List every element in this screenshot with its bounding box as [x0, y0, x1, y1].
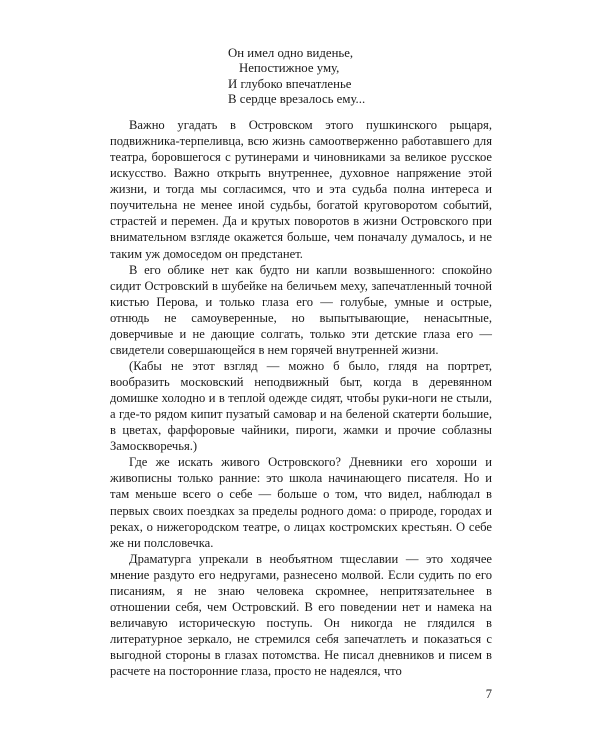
epigraph-line: И глубоко впечатленье	[228, 76, 352, 91]
epigraph-line: В сердце врезалось ему...	[228, 91, 366, 106]
page-number: 7	[485, 687, 492, 701]
epigraph-line: Непостижное уму,	[239, 61, 340, 76]
paragraph: (Кабы не этот взгляд — можно б было, глядя на портрет, вообразить московский неподвижный быт, когда в деревянном домишке холодно и в теплой одежде сидят, чтобы руки-ноги не стыли, а где-то рядом кипит пузатый самовар и на беленой скатерти большие, в цветах, фарфоровые чайники, пироги, жамки и прочие соблазны Замоскворечья.)	[110, 358, 492, 454]
epigraph-line: Он имел одно виденье,	[228, 46, 354, 60]
paragraph: В его облике нет как будто ни капли возвышенного: спокойно сидит Островский в шубейке на беличьем меху, запечатленный точной кистью Перова, и только глаза его — голубые, умные и острые, отнюдь не самоуверенные, но выпытывающие, ненасытные, доверчивые и не дающие солгать, только эти детские глаза его — свидетели совершающейся в нем горячей внутренней жизни.	[110, 262, 492, 357]
epigraph	[228, 46, 528, 107]
paragraph: Драматурга упрекали в необъятном тщеславии — это ходячее мнение раздуто его недругами, разнесено молвой. Если судить по его писаниям, я не знаю человека скромнее, непритязательнее в отношении себя, чем Островский. В его поведении нет и намека на величавую историческую поступь. Он никогда не глядился в литературное зеркало, не стремился себя запечатлеть и показаться с выгодной стороны в глазах потомства. Не писал дневников и писем в расчете на посторонние глаза, просто не надеялся, что	[110, 551, 492, 679]
body-text	[110, 117, 492, 679]
paragraph: Где же искать живого Островского? Дневники его хороши и живописны только ранние: это школа начинающего писателя. Но и там меньше всего о себе — больше о том, что видел, наблюдал в первых своих поездках за пределы родного дома: о природе, городах и реках, о нижегородском театре, о лицах костромских крестьян. О себе же ни полсловечка.	[110, 455, 492, 550]
paragraph: Важно угадать в Островском этого пушкинского рыцаря, подвижника-терпеливца, всю жизнь самоотверженно работавшего для театра, боровшегося с рутинерами и чиновниками за великое русское искусство. Важно открыть внутреннее, духовное напряжение этой жизни, и тогда мы согласимся, что и эта судьба полна интереса и поучительна не менее иной судьбы, богатой круговоротом событий, страстей и перемен. Да и крутых поворотов в жизни Островского при внимательном взгляде окажется больше, чем поначалу думалось, и не таким уж домоседом он предстанет.	[110, 118, 492, 261]
